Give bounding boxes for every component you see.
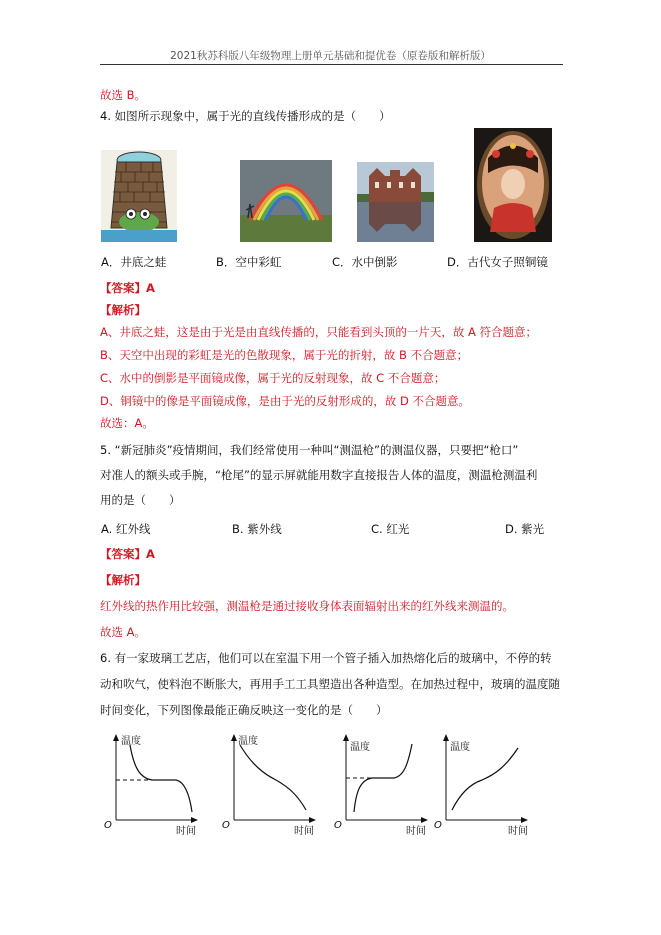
q4-analysis-line: A、井底之蛙，这是由于光是由直线传播的，只能看到头顶的一片天，故 A 符合题意； xyxy=(100,325,538,339)
q4-option-b: B．空中彩虹 xyxy=(216,255,282,269)
q4-stem: 4. 如图所示现象中，属于光的直线传播形成的是（ ） xyxy=(100,109,391,123)
q4-analysis-line: C、水中的倒影是平面镜成像，属于光的反射现象，故 C 不合题意； xyxy=(100,371,446,385)
q5-stem-line: 对准人的额头或手腕，“枪尾”的显示屏就能用数字直接报告人体的温度，测温枪测温利 xyxy=(100,468,538,482)
graph-a-xlabel: 时间 xyxy=(176,826,196,837)
graph-c-xlabel: 时间 xyxy=(406,826,426,837)
graph-c xyxy=(330,730,430,838)
q5-analysis: 红外线的热作用比较强，测温枪是通过接收身体表面辐射出来的红外线来测温的。 xyxy=(100,599,514,613)
graph-b-origin: O xyxy=(222,820,230,831)
q5-option-c: C. 红光 xyxy=(371,522,410,536)
q4-analysis-label: 【解析】 xyxy=(100,303,146,317)
graph-d-origin: O xyxy=(434,820,442,831)
graph-a xyxy=(100,730,200,838)
q6-stem-line: 动和吹气，使料泡不断胀大，再用手工工具塑造出各种造型。在加热过程中，玻璃的温度随 xyxy=(100,677,560,691)
q5-option-b: B. 紫外线 xyxy=(232,522,282,536)
water-reflection-image xyxy=(357,162,434,242)
q5-option-d: D. 紫光 xyxy=(505,522,545,536)
q4-option-c: C．水中倒影 xyxy=(332,255,398,269)
graph-b-xlabel: 时间 xyxy=(294,826,314,837)
q4-option-d: D．古代女子照铜镜 xyxy=(447,255,548,269)
graph-c-origin: O xyxy=(334,820,342,831)
q5-conclusion: 故选 A。 xyxy=(100,625,147,639)
graph-a-ylabel: 温度 xyxy=(121,736,141,747)
graph-d-xlabel: 时间 xyxy=(508,826,528,837)
q5-analysis-label: 【解析】 xyxy=(100,573,146,587)
rainbow-image xyxy=(240,160,332,242)
q6-stem-line: 6. 有一家玻璃工艺店，他们可以在室温下用一个管子插入加热熔化后的玻璃中，不停的转 xyxy=(100,651,552,665)
q4-analysis-line: D、铜镜中的像是平面镜成像，是由于光的反射形成的，故 D 不合题意。 xyxy=(100,394,471,408)
q4-option-a: A．井底之蛙 xyxy=(101,255,167,269)
q5-stem-line: 5. “新冠肺炎”疫情期间，我们经常使用一种叫“测温枪”的测温仪器，只要把“枪口” xyxy=(100,443,519,457)
header-divider xyxy=(100,64,563,65)
graph-a-origin: O xyxy=(104,820,112,831)
q4-analysis-line: B、天空中出现的彩虹是光的色散现象，属于光的折射，故 B 不合题意； xyxy=(100,348,469,362)
graph-c-ylabel: 温度 xyxy=(350,742,370,753)
q3-conclusion: 故选 B。 xyxy=(100,88,147,102)
q5-stem-line: 用的是（ ） xyxy=(100,493,181,507)
graph-b-ylabel: 温度 xyxy=(238,736,258,747)
q5-option-a: A. 红外线 xyxy=(101,522,151,536)
page-header: 2021秋苏科版八年级物理上册单元基础和提优卷（原卷版和解析版） xyxy=(170,50,491,62)
graph-d xyxy=(430,730,530,838)
q4-conclusion: 故选：A。 xyxy=(100,416,154,430)
graph-d-ylabel: 温度 xyxy=(450,742,470,753)
graph-b xyxy=(218,730,318,838)
q4-answer: 【答案】A xyxy=(100,281,155,295)
q5-answer: 【答案】A xyxy=(100,547,155,561)
well-frog-image xyxy=(101,150,177,242)
bronze-mirror-image xyxy=(474,128,552,242)
q6-stem-line: 时间变化，下列图像最能正确反映这一变化的是（ ） xyxy=(100,703,388,717)
